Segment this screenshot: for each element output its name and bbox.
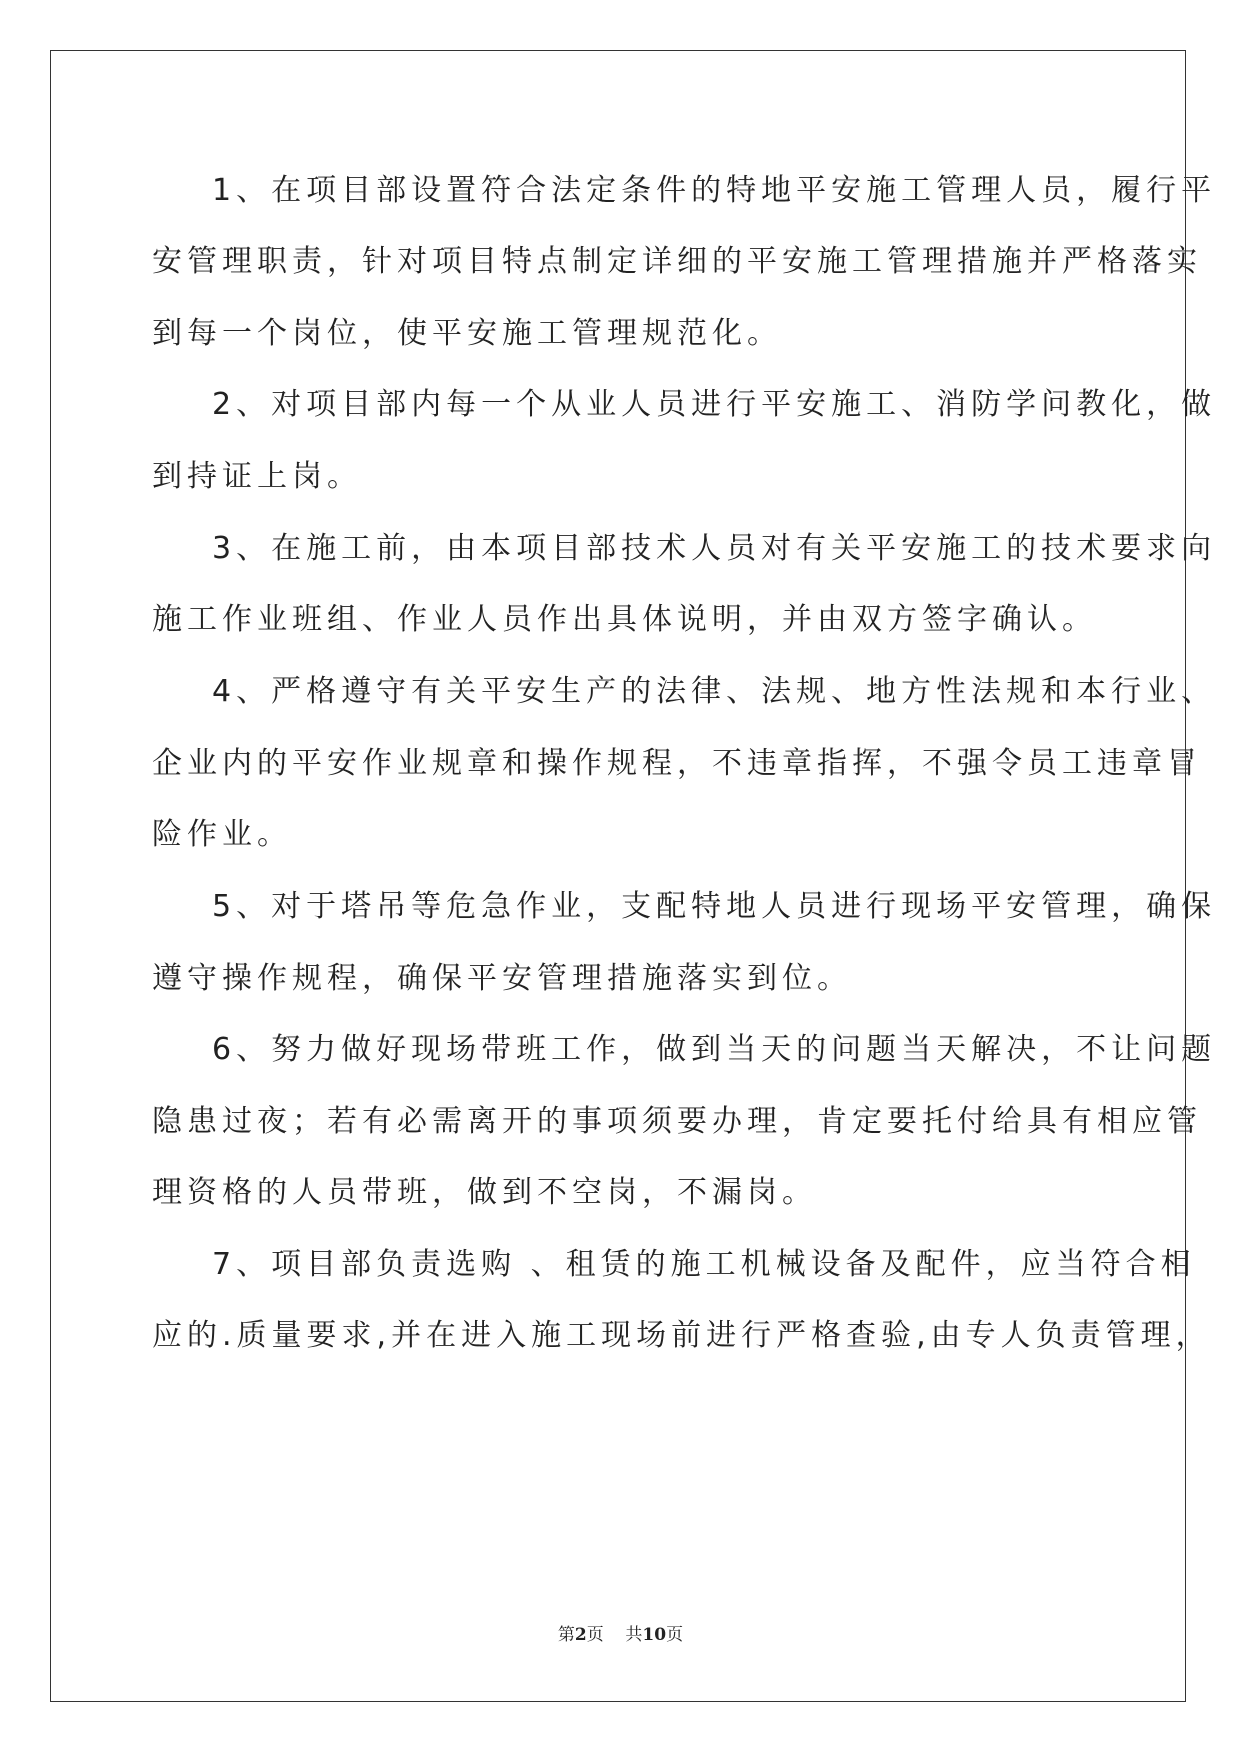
paragraph-1-line-2: 安管理职责，针对项目特点制定详细的平安施工管理措施并严格落实 <box>152 244 1202 279</box>
page-prefix: 第 <box>557 1625 575 1645</box>
paragraph-7-line-1: 7、项目部负责选购 、租赁的施工机械设备及配件，应当符合相 <box>212 1247 1196 1282</box>
total-page-number: 10 <box>642 1625 667 1645</box>
paragraph-5-line-2: 遵守操作规程，确保平安管理措施落实到位。 <box>152 961 852 996</box>
paragraph-6-line-3: 理资格的人员带班，做到不空岗，不漏岗。 <box>152 1175 817 1210</box>
paragraph-4-line-2: 企业内的平安作业规章和操作规程，不违章指挥，不强令员工违章冒 <box>152 746 1202 781</box>
paragraph-4-line-1: 4、严格遵守有关平安生产的法律、法规、地方性法规和本行业、 <box>212 674 1217 709</box>
paragraph-1-line-3: 到每一个岗位，使平安施工管理规范化。 <box>152 316 782 351</box>
current-page-number: 2 <box>574 1625 587 1645</box>
paragraph-7-line-2: 应的.质量要求,并在进入施工现场前进行严格查验,由专人负责管理， <box>152 1318 1211 1353</box>
total-prefix: 共 <box>625 1625 643 1645</box>
paragraph-6-line-2: 隐患过夜；若有必需离开的事项须要办理，肯定要托付给具有相应管 <box>152 1104 1202 1139</box>
paragraph-6-line-1: 6、努力做好现场带班工作，做到当天的问题当天解决，不让问题 <box>212 1032 1217 1067</box>
page-border <box>50 50 1186 1702</box>
paragraph-3-line-1: 3、在施工前，由本项目部技术人员对有关平安施工的技术要求向 <box>212 531 1217 566</box>
paragraph-3-line-2: 施工作业班组、作业人员作出具体说明，并由双方签字确认。 <box>152 602 1097 637</box>
paragraph-2-line-2: 到持证上岗。 <box>152 459 362 494</box>
page-unit: 页 <box>586 1625 604 1645</box>
paragraph-2-line-1: 2、对项目部内每一个从业人员进行平安施工、消防学问教化，做 <box>212 387 1217 422</box>
paragraph-5-line-1: 5、对于塔吊等危急作业，支配特地人员进行现场平安管理，确保 <box>212 889 1217 924</box>
page-footer <box>0 1620 1241 1645</box>
paragraph-4-line-3: 险作业。 <box>152 817 292 852</box>
paragraph-1-line-1: 1、在项目部设置符合法定条件的特地平安施工管理人员，履行平 <box>212 173 1217 208</box>
total-unit: 页 <box>666 1625 684 1645</box>
